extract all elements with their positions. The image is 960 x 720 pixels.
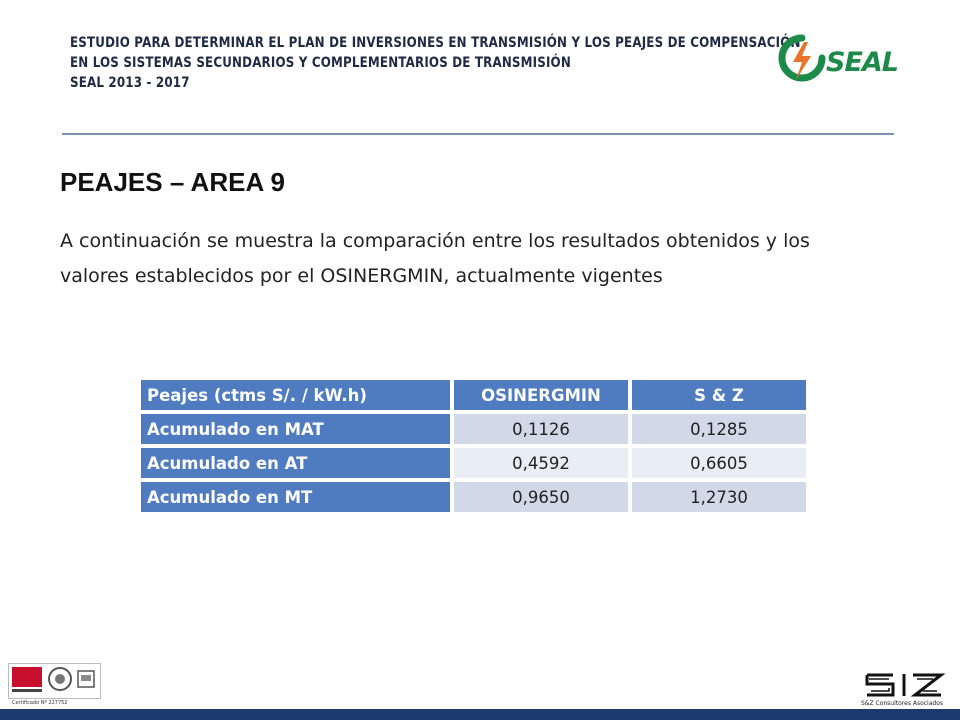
column-header-osinergmin: OSINERGMIN [454,380,628,410]
slide-title: PEAJES – AREA 9 [60,167,285,197]
osinergmin-value: 0,9650 [454,482,628,512]
table-row [141,482,806,512]
seal-logo-text: SEAL [826,47,898,78]
column-header-sz: S & Z [632,380,806,410]
certification-badge-icon [8,663,101,699]
seal-logo-icon [778,32,826,90]
sz-logo [863,672,945,698]
certificate-number: Certificado Nº 227752 [12,700,68,706]
document-header-title [70,33,801,93]
table-row [141,414,806,444]
sz-value: 0,6605 [632,448,806,478]
osinergmin-value: 0,1126 [454,414,628,444]
table-header-row [141,380,806,410]
header-title-line-3: SEAL 2013 - 2017 [70,75,190,91]
row-label: Acumulado en MAT [141,414,450,444]
sz-value: 1,2730 [632,482,806,512]
intro-paragraph: A continuación se muestra la comparación entre los resultados obtenidos y los valores establecidos por el OSINERGMIN, actualmente vigentes [60,230,810,287]
certification-badge [8,663,101,705]
sz-logo-icon [863,672,945,698]
seal-logo [778,32,903,90]
row-label: Acumulado en MT [141,482,450,512]
header-divider [62,133,894,135]
peajes-comparison-table [137,376,810,516]
footer-bar [0,709,960,720]
header-title-line-2: EN LOS SISTEMAS SECUNDARIOS Y COMPLEMENTARIOS DE TRANSMISIÓN [70,55,571,71]
header-title-line-1: ESTUDIO PARA DETERMINAR EL PLAN DE INVERSIONES EN TRANSMISIÓN Y LOS PEAJES DE COMPENSACIÓN [70,35,801,51]
row-label: Acumulado en AT [141,448,450,478]
sz-caption: S&Z Consultores Asociados [861,700,943,707]
osinergmin-value: 0,4592 [454,448,628,478]
sz-value: 0,1285 [632,414,806,444]
column-header-peajes: Peajes (ctms S/. / kW.h) [141,380,450,410]
table-row [141,448,806,478]
